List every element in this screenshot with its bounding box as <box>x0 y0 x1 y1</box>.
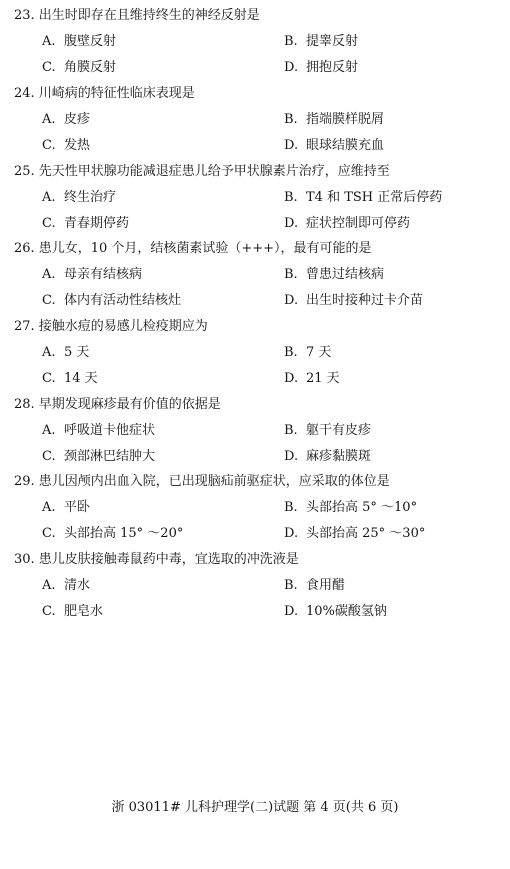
question-text: 患儿因颅内出血入院，已出现脑疝前驱症状，应采取的体位是 <box>38 474 390 489</box>
option-text: 肥皂水 <box>64 604 104 619</box>
option-text: 10%碳酸氢钠 <box>306 604 387 619</box>
option-text: 头部抬高 25° ～30° <box>306 526 426 541</box>
option-text: 青春期停药 <box>64 216 130 231</box>
option-b <box>284 345 331 361</box>
option-c <box>42 138 90 154</box>
option-d <box>284 526 425 542</box>
question-number: 27. <box>14 319 35 334</box>
question-number: 25. <box>14 164 35 179</box>
option-letter: A. <box>42 267 56 282</box>
option-letter: C. <box>42 526 56 541</box>
question-text: 接触水痘的易感儿检疫期应为 <box>38 319 208 334</box>
option-letter: D. <box>284 138 299 153</box>
question-stem <box>14 319 208 335</box>
option-letter: B. <box>284 578 298 593</box>
option-letter: C. <box>42 216 56 231</box>
option-text: 呼吸道卡他症状 <box>64 423 156 438</box>
option-letter: B. <box>284 112 298 127</box>
option-text: 指端膜样脱屑 <box>306 112 385 127</box>
question-text: 出生时即存在且维持终生的神经反射是 <box>38 8 260 23</box>
question-number: 24. <box>14 86 35 101</box>
option-a <box>42 578 90 594</box>
question-stem <box>14 552 299 568</box>
option-a <box>42 500 90 516</box>
option-text: 5 天 <box>64 345 90 360</box>
question-number: 28. <box>14 397 35 412</box>
option-letter: A. <box>42 112 56 127</box>
option-c <box>42 60 116 76</box>
option-letter: A. <box>42 578 56 593</box>
question-text: 先天性甲状腺功能减退症患儿给予甲状腺素片治疗，应维持至 <box>38 164 390 179</box>
option-letter: C. <box>42 449 56 464</box>
option-d <box>284 138 384 154</box>
question-text: 川崎病的特征性临床表现是 <box>38 86 195 101</box>
option-text: 21 天 <box>306 371 340 386</box>
option-text: 14 天 <box>64 371 98 386</box>
option-letter: B. <box>284 345 298 360</box>
question-stem <box>14 86 195 102</box>
option-letter: D. <box>284 604 299 619</box>
option-a <box>42 190 116 206</box>
option-letter: C. <box>42 604 56 619</box>
option-text: 平卧 <box>64 500 91 515</box>
option-c <box>42 293 181 309</box>
option-text: 食用醋 <box>306 578 346 593</box>
option-c <box>42 526 183 542</box>
question-stem <box>14 241 372 257</box>
option-text: 出生时接种过卡介苗 <box>306 293 424 308</box>
option-d <box>284 449 371 465</box>
option-text: 腹壁反射 <box>64 34 117 49</box>
option-d <box>284 293 423 309</box>
option-letter: A. <box>42 190 56 205</box>
option-b <box>284 34 358 50</box>
option-letter: D. <box>284 526 299 541</box>
option-text: 终生治疗 <box>64 190 117 205</box>
option-c <box>42 604 103 620</box>
option-text: 头部抬高 15° ～20° <box>64 526 184 541</box>
option-letter: A. <box>42 34 56 49</box>
option-b <box>284 423 371 439</box>
option-b <box>284 500 417 516</box>
option-text: 头部抬高 5° ～10° <box>306 500 418 515</box>
option-a <box>42 423 155 439</box>
question-text: 早期发现麻疹最有价值的依据是 <box>38 397 221 412</box>
option-letter: D. <box>284 216 299 231</box>
option-letter: B. <box>284 500 298 515</box>
option-letter: B. <box>284 423 298 438</box>
option-text: 角膜反射 <box>64 60 117 75</box>
option-letter: C. <box>42 293 56 308</box>
option-text: 眼球结膜充血 <box>306 138 385 153</box>
question-number: 23. <box>14 8 35 23</box>
option-letter: C. <box>42 60 56 75</box>
option-letter: D. <box>284 293 299 308</box>
option-text: 躯干有皮疹 <box>306 423 372 438</box>
question-stem <box>14 164 390 180</box>
question-number: 30. <box>14 552 35 567</box>
option-c <box>42 216 129 232</box>
option-d <box>284 371 340 387</box>
option-a <box>42 34 116 50</box>
option-letter: C. <box>42 371 56 386</box>
option-c <box>42 449 155 465</box>
option-text: 体内有活动性结核灶 <box>64 293 182 308</box>
question-text: 患儿女，10 个月，结核菌素试验（+++），最有可能的是 <box>38 241 372 256</box>
option-a <box>42 345 89 361</box>
option-a <box>42 112 90 128</box>
option-letter: D. <box>284 449 299 464</box>
option-text: 症状控制即可停药 <box>306 216 411 231</box>
option-b <box>284 578 345 594</box>
option-letter: A. <box>42 423 56 438</box>
question-text: 患儿皮肤接触毒鼠药中毒，宜选取的冲洗液是 <box>38 552 299 567</box>
question-number: 26. <box>14 241 35 256</box>
option-text: 皮疹 <box>64 112 91 127</box>
option-text: 麻疹黏膜斑 <box>306 449 372 464</box>
option-letter: B. <box>284 267 298 282</box>
option-text: 曾患过结核病 <box>306 267 385 282</box>
page-footer: 浙 03011# 儿科护理学(二)试题 第 4 页(共 6 页) <box>111 800 399 815</box>
option-letter: D. <box>284 371 299 386</box>
option-text: 清水 <box>64 578 91 593</box>
option-letter: B. <box>284 34 298 49</box>
option-letter: D. <box>284 60 299 75</box>
option-letter: B. <box>284 190 298 205</box>
option-d <box>284 216 410 232</box>
question-stem <box>14 474 390 490</box>
option-text: 提睾反射 <box>306 34 359 49</box>
option-letter: C. <box>42 138 56 153</box>
option-b <box>284 112 384 128</box>
option-text: 7 天 <box>306 345 332 360</box>
option-text: 颈部淋巴结肿大 <box>64 449 156 464</box>
option-d <box>284 604 387 620</box>
option-text: 母亲有结核病 <box>64 267 143 282</box>
question-stem <box>14 8 260 24</box>
question-stem <box>14 397 221 413</box>
option-letter: A. <box>42 345 56 360</box>
option-letter: A. <box>42 500 56 515</box>
option-text: T4 和 TSH 正常后停药 <box>306 190 443 205</box>
option-a <box>42 267 142 283</box>
option-text: 发热 <box>64 138 91 153</box>
option-text: 拥抱反射 <box>306 60 359 75</box>
question-number: 29. <box>14 474 35 489</box>
option-c <box>42 371 98 387</box>
option-b <box>284 190 442 206</box>
option-b <box>284 267 384 283</box>
option-d <box>284 60 358 76</box>
